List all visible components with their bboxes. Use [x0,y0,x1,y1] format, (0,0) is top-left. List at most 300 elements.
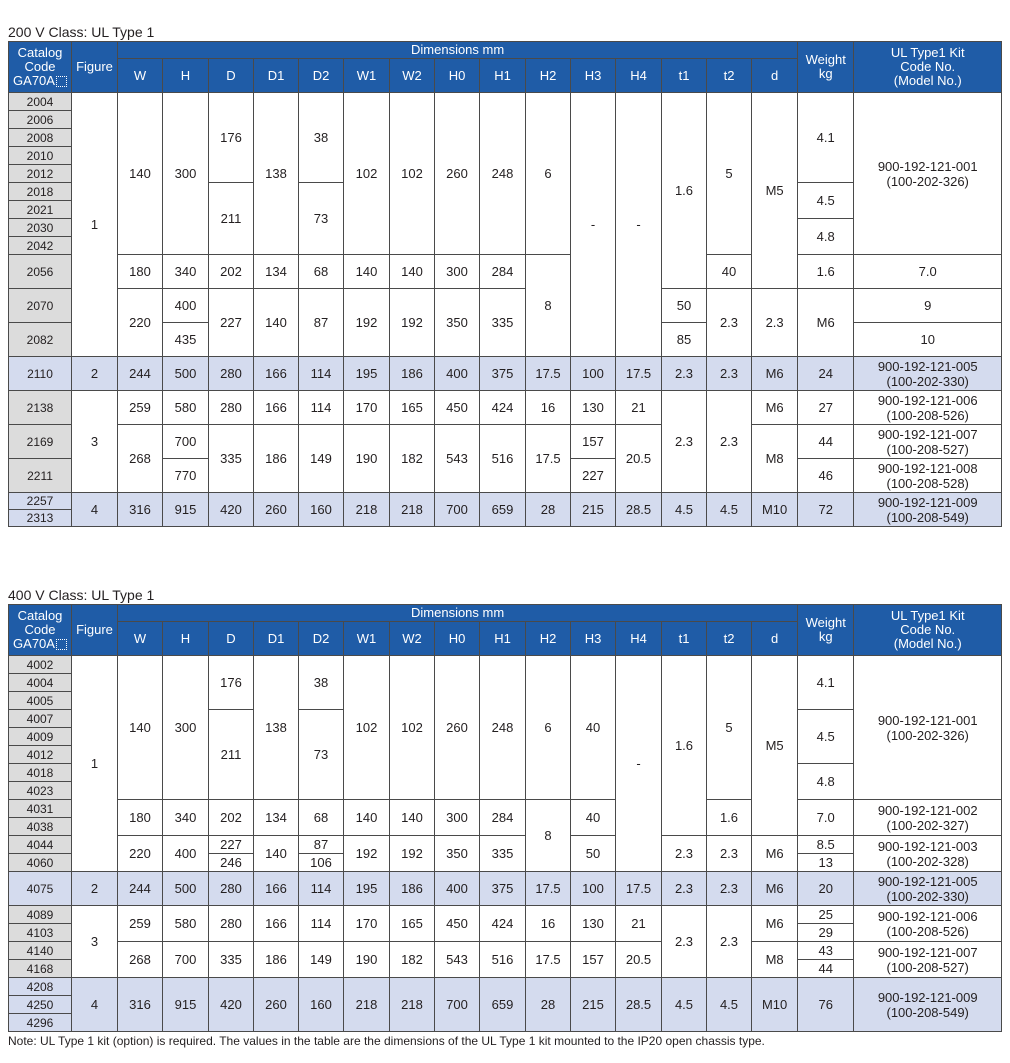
table-cell: M6 [752,391,798,425]
dimensions-table-200v [8,41,1002,527]
table-cell: 166 [254,357,299,391]
table-cell: M6 [752,872,798,906]
column-header-h4: H4 [616,622,662,656]
table-cell: 17.5 [616,357,662,391]
table-cell: 166 [254,391,299,425]
column-header-h3: H3 [571,59,616,93]
table-cell: 44 [798,425,854,459]
table-cell: 900-192-121-006 (100-208-526) [854,391,1002,425]
catalog-code-cell: 4009 [9,728,72,746]
table-cell: M6 [752,357,798,391]
table-cell: 76 [798,978,854,1032]
column-header-d: D [209,622,254,656]
table-cell: 7.0 [798,800,854,836]
column-header-t1: t1 [662,622,707,656]
table-cell: 375 [480,357,526,391]
table-cell: 87 [299,836,344,854]
table-cell: 4 [72,978,118,1032]
table-cell: 659 [480,493,526,527]
table-cell: 182 [390,942,435,978]
table-cell: 400 [163,836,209,872]
table-cell: 260 [435,656,480,800]
column-header-w: W [118,622,163,656]
weight-header: Weight kg [798,605,854,656]
table-cell: M6 [752,836,798,872]
column-header-h1: H1 [480,59,526,93]
table-cell: 195 [344,357,390,391]
table-cell: 28.5 [616,978,662,1032]
catalog-code-cell: 2010 [9,147,72,165]
catalog-code-header: Catalog Code GA70A [9,605,72,656]
column-header-h3: H3 [571,622,616,656]
table-cell: 900-192-121-005 (100-202-330) [854,872,1002,906]
table-cell: 218 [390,978,435,1032]
table-cell: 8.5 [798,836,854,854]
kit-header: UL Type1 Kit Code No. (Model No.) [854,605,1002,656]
catalog-code-cell: 2138 [9,391,72,425]
table-cell: 280 [209,906,254,942]
catalog-code-cell: 2008 [9,129,72,147]
section-title-200v: 200 V Class: UL Type 1 [8,24,155,40]
table-cell: 4.5 [798,183,854,219]
table-cell: 335 [480,836,526,872]
table-cell: 17.5 [526,872,571,906]
table-cell: 186 [390,872,435,906]
table-cell: 543 [435,942,480,978]
table-cell: 400 [163,289,209,323]
section-title-400v: 400 V Class: UL Type 1 [8,587,155,603]
table-cell: 227 [571,459,616,493]
table-row [9,978,1002,996]
column-header-h: H [163,622,209,656]
table-cell: 246 [209,854,254,872]
table-cell: 900-192-121-005 (100-202-330) [854,357,1002,391]
table-cell: 435 [163,323,209,357]
column-header-h1: H1 [480,622,526,656]
table-row [9,93,1002,111]
table-cell: 114 [299,391,344,425]
table-cell: 68 [299,800,344,836]
column-header-t2: t2 [707,59,752,93]
table-cell: 300 [163,656,209,800]
table-cell: 260 [254,978,299,1032]
table-cell: 450 [435,391,480,425]
catalog-code-cell: 4018 [9,764,72,782]
table-cell: 40 [571,656,616,800]
table-cell: 102 [344,656,390,800]
table-cell: 5 [707,93,752,255]
table-cell: 900-192-121-009 (100-208-549) [854,978,1002,1032]
table-cell: 248 [480,656,526,800]
table-cell: - [616,656,662,872]
table-cell: 16 [526,391,571,425]
table-cell: 4.1 [798,656,854,710]
table-row [9,391,1002,425]
column-header-h0: H0 [435,622,480,656]
table-cell: 770 [163,459,209,493]
table-cell: 44 [798,960,854,978]
table-cell: M10 [752,978,798,1032]
table-cell: 202 [209,800,254,836]
table-cell: 1 [72,656,118,872]
table-cell: 4.5 [662,493,707,527]
table-cell: 4.8 [798,764,854,800]
table-cell: 85 [662,323,707,357]
table-cell: 46 [798,459,854,493]
table-cell: 2.3 [707,357,752,391]
table-cell: 2.3 [662,357,707,391]
table-cell: 268 [118,425,163,493]
column-header-h2: H2 [526,622,571,656]
table-cell: 2.3 [662,872,707,906]
table-cell: 17.5 [526,357,571,391]
table-cell: 8 [526,255,571,357]
table-cell: 700 [435,978,480,1032]
table-cell: 335 [209,942,254,978]
table-cell: 28.5 [616,493,662,527]
table-cell: 40 [571,800,616,836]
table-cell: 350 [435,836,480,872]
table-cell: 2.3 [752,289,798,357]
table-cell: 192 [390,289,435,357]
table-cell: 284 [480,255,526,289]
table-cell: 260 [435,93,480,255]
table-cell: 140 [344,800,390,836]
catalog-code-cell: 4103 [9,924,72,942]
table-cell: 900-192-121-003 (100-202-328) [854,836,1002,872]
catalog-code-cell: 2313 [9,510,72,527]
table-row [9,357,1002,391]
table-cell: 1.6 [798,255,854,289]
table-cell: 17.5 [526,425,571,493]
table-cell: 186 [254,942,299,978]
column-header-w2: W2 [390,59,435,93]
table-row [9,906,1002,924]
table-row [9,800,1002,818]
catalog-code-cell: 4060 [9,854,72,872]
table-cell: 27 [798,391,854,425]
table-cell: 2.3 [662,836,707,872]
table-cell: 900-192-121-008 (100-208-528) [854,459,1002,493]
table-cell: 182 [390,425,435,493]
table-cell: 149 [299,942,344,978]
table-cell: 516 [480,425,526,493]
table-cell: 7.0 [854,255,1002,289]
table-cell: 211 [209,183,254,255]
catalog-code-cell: 4038 [9,818,72,836]
table-cell: 915 [163,978,209,1032]
column-header-h4: H4 [616,59,662,93]
table-cell: 335 [480,289,526,357]
table-cell: 73 [299,710,344,800]
table-cell: 424 [480,391,526,425]
table-cell: 160 [299,978,344,1032]
table-cell: 316 [118,978,163,1032]
catalog-code-cell: 2021 [9,201,72,219]
catalog-code-cell: 4140 [9,942,72,960]
table-cell: 259 [118,906,163,942]
table-cell: 43 [798,942,854,960]
table-row [9,289,1002,323]
table-cell: 900-192-121-006 (100-208-526) [854,906,1002,942]
table-cell: 500 [163,872,209,906]
column-header-d: D [209,59,254,93]
table-cell: 165 [390,906,435,942]
table-cell: 20 [798,872,854,906]
table-cell: 543 [435,425,480,493]
table-cell: 202 [209,255,254,289]
table-cell: 218 [344,493,390,527]
table-cell: 280 [209,357,254,391]
table-cell: 900-192-121-007 (100-208-527) [854,425,1002,459]
catalog-code-cell: 4012 [9,746,72,764]
table-cell: 38 [299,656,344,710]
table-cell: 106 [299,854,344,872]
table-cell: 140 [344,255,390,289]
table-cell: - [571,93,616,357]
table-cell: 420 [209,493,254,527]
table-cell: 4.5 [798,710,854,764]
column-header-h2: H2 [526,59,571,93]
table-cell: 8 [526,800,571,872]
table-cell: 28 [526,978,571,1032]
table-cell: 227 [209,836,254,854]
table-cell: 9 [854,289,1002,323]
table-cell: 2 [72,357,118,391]
catalog-code-header: Catalog Code GA70A [9,42,72,93]
table-cell: 5 [707,656,752,800]
table-cell: 335 [209,425,254,493]
table-cell: 25 [798,906,854,924]
table-cell: 4.5 [707,493,752,527]
catalog-code-cell: 2257 [9,493,72,510]
table-cell: 114 [299,872,344,906]
table-cell: 424 [480,906,526,942]
table-cell: - [616,93,662,357]
table-cell: M6 [798,289,854,357]
table-cell: 580 [163,391,209,425]
table-row [9,255,1002,289]
table-cell: 102 [390,656,435,800]
table-cell: 4.5 [707,978,752,1032]
column-header-w1: W1 [344,59,390,93]
table-cell: 20.5 [616,425,662,493]
catalog-code-cell: 2042 [9,237,72,255]
table-cell: 420 [209,978,254,1032]
table-cell: 4 [72,493,118,527]
table-cell: 140 [390,800,435,836]
table-cell: 340 [163,255,209,289]
table-cell: 166 [254,872,299,906]
table-cell: 102 [390,93,435,255]
table-cell: 176 [209,656,254,710]
table-cell: 176 [209,93,254,183]
table-cell: 134 [254,800,299,836]
table-cell: 300 [435,255,480,289]
table-cell: 100 [571,872,616,906]
table-cell: 260 [254,493,299,527]
column-header-d2: D2 [299,622,344,656]
table-cell: 10 [854,323,1002,357]
table-cell: 375 [480,872,526,906]
column-header-d1: D1 [254,59,299,93]
table-cell: 700 [163,942,209,978]
table-cell: 1.6 [662,93,707,289]
catalog-code-cell: 2004 [9,93,72,111]
catalog-code-cell: 2012 [9,165,72,183]
catalog-code-cell: 2110 [9,357,72,391]
figure-header: Figure [72,605,118,656]
catalog-code-cell: 4023 [9,782,72,800]
table-cell: 17.5 [616,872,662,906]
table-cell: 4.1 [798,93,854,183]
table-cell: 659 [480,978,526,1032]
table-cell: 2.3 [707,289,752,357]
table-cell: 68 [299,255,344,289]
table-row [9,836,1002,854]
table-cell: 900-192-121-007 (100-208-527) [854,942,1002,978]
column-header-t2: t2 [707,622,752,656]
table-cell: 149 [299,425,344,493]
table-row [9,493,1002,510]
catalog-code-cell: 2211 [9,459,72,493]
table-cell: 16 [526,906,571,942]
table-cell: M10 [752,493,798,527]
table-cell: 211 [209,710,254,800]
column-header-d: d [752,59,798,93]
column-header-h0: H0 [435,59,480,93]
table-cell: 140 [254,289,299,357]
table-cell: 166 [254,906,299,942]
table-cell: 220 [118,836,163,872]
table-cell: 192 [344,836,390,872]
table-cell: M5 [752,656,798,836]
table-cell: 215 [571,493,616,527]
dimensions-header: Dimensions mm [118,42,798,59]
table-cell: M5 [752,93,798,289]
table-cell: 2.3 [707,836,752,872]
table-cell: 170 [344,906,390,942]
table-cell: 700 [435,493,480,527]
table-cell: 73 [299,183,344,255]
dimensions-table-400v [8,604,1002,1032]
table-cell: 268 [118,942,163,978]
catalog-code-cell: 2006 [9,111,72,129]
kit-header: UL Type1 Kit Code No. (Model No.) [854,42,1002,93]
table-cell: 180 [118,255,163,289]
table-cell: 244 [118,357,163,391]
table-cell: 134 [254,255,299,289]
catalog-code-cell: 4089 [9,906,72,924]
table-cell: 500 [163,357,209,391]
table-cell: 21 [616,906,662,942]
table-cell: 100 [571,357,616,391]
table-cell: 218 [390,493,435,527]
table-cell: 17.5 [526,942,571,978]
table-cell: 4.8 [798,219,854,255]
table-cell: 450 [435,906,480,942]
table-cell: 190 [344,942,390,978]
dimensions-header: Dimensions mm [118,605,798,622]
catalog-code-cell: 4002 [9,656,72,674]
table-cell: 300 [163,93,209,255]
table-cell: 195 [344,872,390,906]
table-cell: M8 [752,425,798,493]
table-cell: 6 [526,656,571,800]
footnote: Note: UL Type 1 kit (option) is required. The values in the table are the dimensions of the UL Type 1 kit mounted to the IP20 open chassis type. [8,1034,765,1048]
catalog-code-cell: 4007 [9,710,72,728]
table-cell: 130 [571,906,616,942]
table-cell: 138 [254,656,299,800]
table-cell: 140 [390,255,435,289]
table-cell: 580 [163,906,209,942]
table-cell: 186 [390,357,435,391]
table-cell: 102 [344,93,390,255]
catalog-code-cell: 4168 [9,960,72,978]
table-cell: 400 [435,357,480,391]
table-cell: 1 [72,93,118,357]
table-cell: 2.3 [707,872,752,906]
table-cell: 3 [72,391,118,493]
table-cell: 157 [571,425,616,459]
catalog-code-cell: 4250 [9,996,72,1014]
table-cell: 2.3 [662,391,707,493]
column-header-d2: D2 [299,59,344,93]
table-cell: 244 [118,872,163,906]
catalog-code-cell: 2030 [9,219,72,237]
table-cell: 215 [571,978,616,1032]
table-cell: 280 [209,391,254,425]
table-cell: 3 [72,906,118,978]
table-cell: 248 [480,93,526,255]
table-cell: 1.6 [662,656,707,836]
table-cell: 220 [118,289,163,357]
table-cell: 50 [571,836,616,872]
table-cell: 218 [344,978,390,1032]
table-cell: 28 [526,493,571,527]
table-cell: 400 [435,872,480,906]
table-cell: 13 [798,854,854,872]
table-cell: 140 [118,93,163,255]
table-cell: 2.3 [662,906,707,978]
table-cell: 157 [571,942,616,978]
figure-header: Figure [72,42,118,93]
weight-header: Weight kg [798,42,854,93]
table-cell: 2 [72,872,118,906]
table-cell: 186 [254,425,299,493]
table-cell: 227 [209,289,254,357]
catalog-code-cell: 2082 [9,323,72,357]
table-cell: 300 [435,800,480,836]
catalog-code-cell: 2056 [9,255,72,289]
table-cell: 190 [344,425,390,493]
table-cell: 900-192-121-002 (100-202-327) [854,800,1002,836]
table-cell: 180 [118,800,163,836]
column-header-d: d [752,622,798,656]
table-cell: 915 [163,493,209,527]
catalog-code-cell: 4075 [9,872,72,906]
table-row [9,942,1002,960]
table-cell: 700 [163,425,209,459]
table-cell: 38 [299,93,344,183]
catalog-code-cell: 4296 [9,1014,72,1032]
table-cell: 140 [254,836,299,872]
table-cell: 21 [616,391,662,425]
table-cell: 4.5 [662,978,707,1032]
catalog-code-cell: 4031 [9,800,72,818]
table-cell: 900-192-121-001 (100-202-326) [854,656,1002,800]
table-cell: 130 [571,391,616,425]
